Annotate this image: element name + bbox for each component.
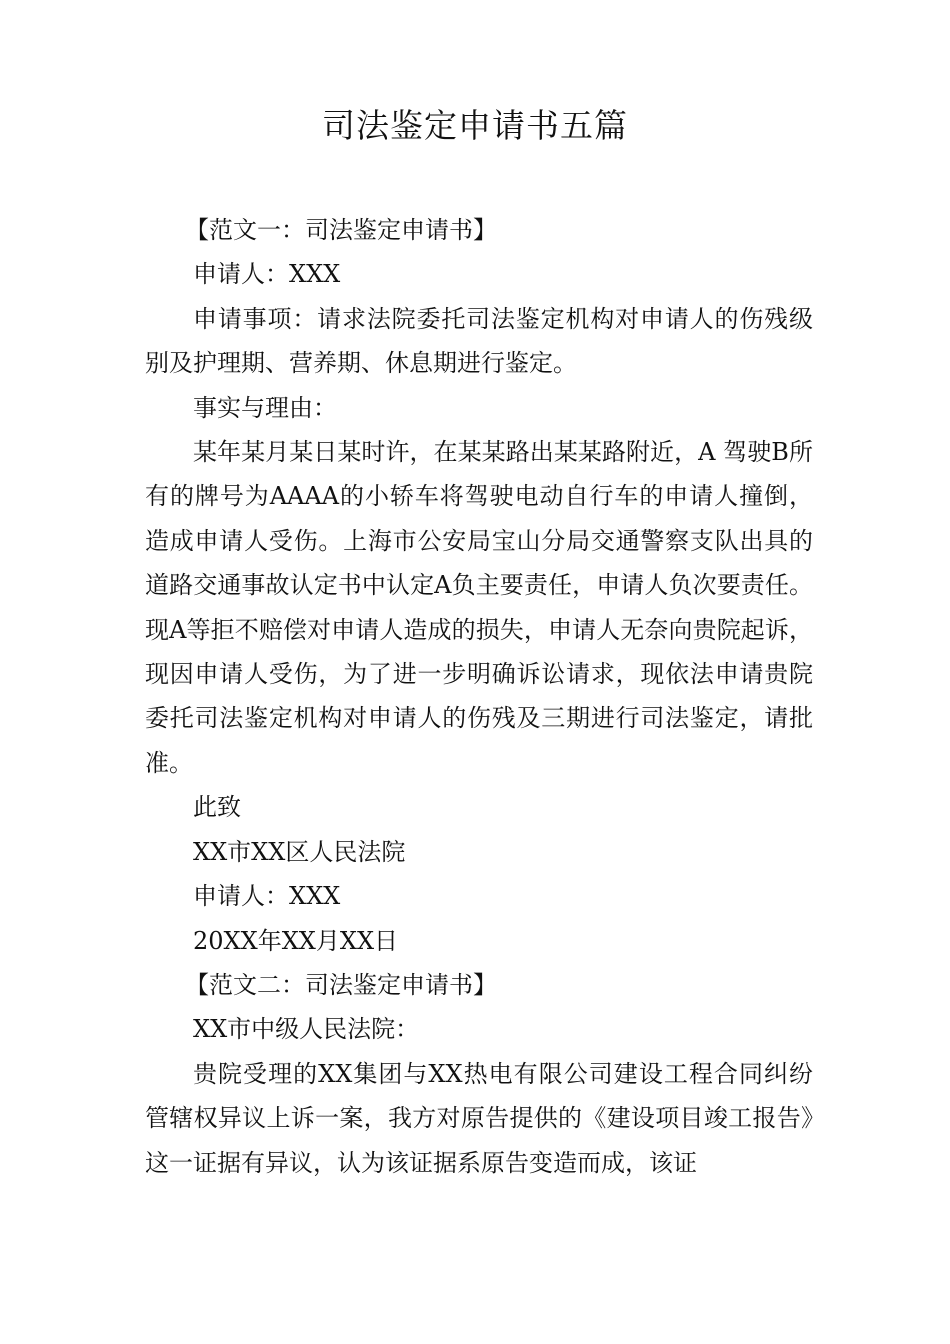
section-heading-1: 【范文一：司法鉴定申请书】 <box>185 216 497 244</box>
signature-applicant-line: 申请人：XXX <box>193 882 341 911</box>
application-matter-paragraph: 申请事项：请求法院委托司法鉴定机构对申请人的伤残级别及护理期、营养期、休息期进行鉴定。 <box>145 304 813 378</box>
section-heading-2: 【范文二：司法鉴定申请书】 <box>185 970 497 999</box>
addressee-line: XX市中级人民法院： <box>193 1015 420 1044</box>
facts-paragraph: 某年某月某日某时许，在某某路出某某路附近，A 驾驶B所有的牌号为AAAA的小轿车将驾驶电动自行车的申请人撞倒，造成申请人受伤。上海市公安局宝山分局交通警察支队出具的道路交通事故认定书中认定A负主要责任，申请人负次要责任。现A等拒不赔偿对申请人造成的损失，申请人无奈向贵院起诉，现因申请人受伤，为了进一步明确诉讼请求，现依法申请贵院委托司法鉴定机构对申请人的伤残及三期进行司法鉴定，请批准。 <box>145 438 813 777</box>
document-title: 司法鉴定申请书五篇 <box>322 106 628 145</box>
salutation-line: 此致 <box>193 793 241 822</box>
applicant-line: 申请人：XXX <box>193 260 341 289</box>
date-line: 20XX年XX月XX日 <box>193 926 399 955</box>
case-paragraph: 贵院受理的XX集团与XX热电有限公司建设工程合同纠纷管辖权异议上诉一案，我方对原告提供的《建设项目竣工报告》这一证据有异议，认为该证据系原告变造而成，该证 <box>145 1059 813 1177</box>
document-body <box>145 208 813 1185</box>
facts-reasons-label: 事实与理由： <box>193 393 337 422</box>
court-name-line: XX市XX区人民法院 <box>193 837 406 866</box>
